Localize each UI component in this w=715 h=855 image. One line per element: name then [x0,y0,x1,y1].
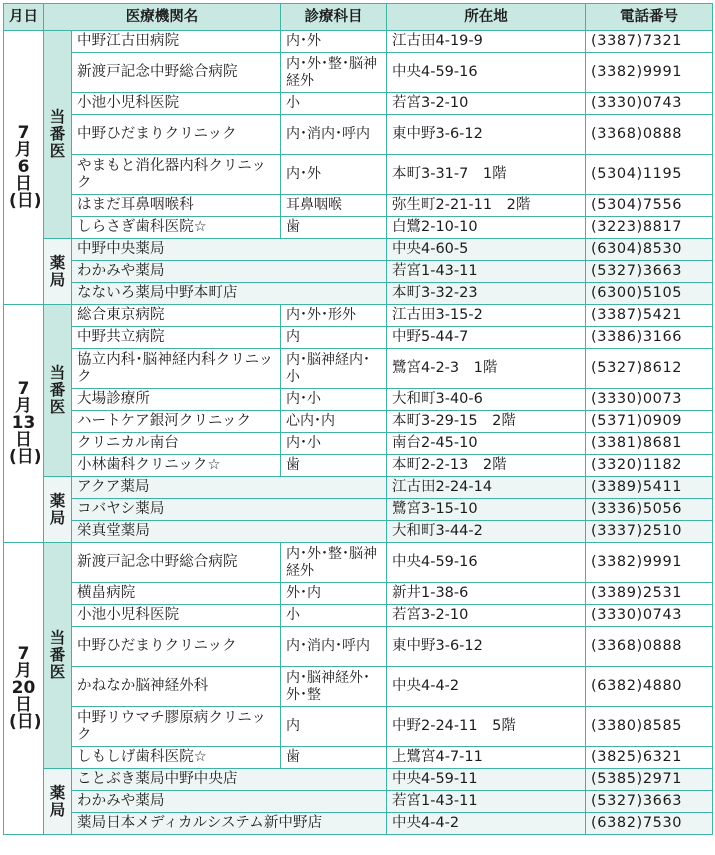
roster-body [4,31,713,835]
on-duty-label [44,305,72,477]
date-char: 日 [15,695,32,715]
clinic-dept: 内･脳神経外･外･整 [281,667,387,707]
clinic-address: 中野2-24-11 5階 [387,707,586,747]
on-duty-label-char: 番 [49,381,66,399]
clinic-address: 上鷺宮4-7-11 [387,747,586,769]
pharmacy-address: 江古田2-24-14 [387,477,586,499]
clinic-row [4,93,713,115]
clinic-dept: 内･小 [281,389,387,411]
clinic-address: 大和町3-40-6 [387,389,586,411]
pharmacy-phone: (3389)5411 [586,477,713,499]
on-duty-label-char: 当 [49,108,66,126]
clinic-name: 新渡戸記念中野総合病院 [72,543,281,583]
clinic-phone: (3380)8585 [586,707,713,747]
clinic-address: 鷺宮4-2-3 1階 [387,349,586,389]
clinic-name: 小林歯科クリニック☆ [72,455,281,477]
date-cell [4,31,44,305]
clinic-phone: (3381)8681 [586,433,713,455]
pharmacy-name: わかみや薬局 [72,261,387,283]
pharmacy-phone: (5385)2971 [586,769,713,791]
clinic-phone: (3386)3166 [586,327,713,349]
pharmacy-phone: (6300)5105 [586,283,713,305]
on-duty-label-char: 医 [49,142,66,160]
pharmacy-row [4,791,713,813]
on-duty-label [44,543,72,769]
clinic-phone: (3330)0743 [586,93,713,115]
pharmacy-label [44,239,72,305]
clinic-dept: 歯 [281,747,387,769]
clinic-phone: (3389)2531 [586,583,713,605]
clinic-address: 江古田3-15-2 [387,305,586,327]
clinic-dept: 内･外･整･脳神経外 [281,53,387,93]
clinic-dept: 内･外･形外 [281,305,387,327]
clinic-phone: (5304)7556 [586,195,713,217]
pharmacy-address: 若宮1-43-11 [387,261,586,283]
clinic-row [4,305,713,327]
pharmacy-name: 薬局日本メディカルシステム新中野店 [72,813,387,835]
clinic-row [4,327,713,349]
clinic-address: 中野5-44-7 [387,327,586,349]
clinic-dept: 内･外･整･脳神経外 [281,543,387,583]
clinic-dept: 内･消内･呼内 [281,115,387,155]
clinic-name: 中野江古田病院 [72,31,281,53]
pharmacy-phone: (6304)8530 [586,239,713,261]
clinic-name: しらさぎ歯科医院☆ [72,217,281,239]
clinic-name: 小池小児科医院 [72,605,281,627]
clinic-dept: 内･外 [281,155,387,195]
date-char: 7 [17,123,30,143]
on-duty-label-char: 当 [49,629,66,647]
date-char: 7 [17,644,30,664]
clinic-name: 中野ひだまりクリニック [72,627,281,667]
pharmacy-name: アクア薬局 [72,477,387,499]
clinic-address: 弥生町2-21-11 2階 [387,195,586,217]
clinic-name: しもしげ歯科医院☆ [72,747,281,769]
pharmacy-label-char: 局 [49,800,66,819]
duty-roster-table [3,3,713,835]
header-date: 月日 [4,4,44,31]
clinic-row [4,31,713,53]
header-name: 医療機関名 [44,4,281,31]
clinic-dept: 小 [281,93,387,115]
pharmacy-row [4,283,713,305]
clinic-phone: (3387)7321 [586,31,713,53]
clinic-phone: (3382)9991 [586,53,713,93]
clinic-address: 本町3-29-15 2階 [387,411,586,433]
clinic-name: 横畠病院 [72,583,281,605]
on-duty-label-char: 医 [49,398,66,416]
clinic-address: 東中野3-6-12 [387,627,586,667]
date-cell [4,305,44,543]
pharmacy-phone: (3336)5056 [586,499,713,521]
clinic-dept: 歯 [281,217,387,239]
clinic-phone: (5371)0909 [586,411,713,433]
clinic-name: 総合東京病院 [72,305,281,327]
clinic-row [4,707,713,747]
clinic-name: 新渡戸記念中野総合病院 [72,53,281,93]
pharmacy-address: 大和町3-44-2 [387,521,586,543]
clinic-row [4,543,713,583]
clinic-address: 中央4-59-16 [387,543,586,583]
pharmacy-label-char: 薬 [49,253,66,272]
clinic-name: ハートケア銀河クリニック [72,411,281,433]
clinic-name: 中野共立病院 [72,327,281,349]
clinic-address: 白鷺2-10-10 [387,217,586,239]
pharmacy-address: 鷺宮3-15-10 [387,499,586,521]
clinic-row [4,155,713,195]
pharmacy-name: なないろ薬局中野本町店 [72,283,387,305]
pharmacy-row [4,521,713,543]
pharmacy-phone: (5327)3663 [586,261,713,283]
pharmacy-label-char: 薬 [49,491,66,510]
clinic-name: 大場診療所 [72,389,281,411]
clinic-address: 本町2-2-13 2階 [387,455,586,477]
on-duty-label [44,31,72,239]
date-char: 日 [15,174,32,194]
pharmacy-name: 中野中央薬局 [72,239,387,261]
clinic-phone: (3330)0073 [586,389,713,411]
clinic-address: 江古田4-19-9 [387,31,586,53]
clinic-row [4,433,713,455]
pharmacy-row [4,261,713,283]
date-char: 日 [15,430,32,450]
clinic-name: 中野ひだまりクリニック [72,115,281,155]
clinic-dept: 内･脳神経内･小 [281,349,387,389]
clinic-name: はまだ耳鼻咽喉科 [72,195,281,217]
pharmacy-row [4,477,713,499]
clinic-row [4,411,713,433]
clinic-phone: (3825)6321 [586,747,713,769]
clinic-address: 若宮3-2-10 [387,605,586,627]
pharmacy-label-char: 局 [49,508,66,527]
date-char: 20 [11,678,36,698]
clinic-dept: 心内･内 [281,411,387,433]
pharmacy-label-char: 薬 [49,783,66,802]
pharmacy-address: 中央4-59-11 [387,769,586,791]
clinic-phone: (3330)0743 [586,605,713,627]
clinic-dept: 耳鼻咽喉 [281,195,387,217]
clinic-row [4,53,713,93]
clinic-row [4,667,713,707]
header-tel: 電話番号 [586,4,713,31]
date-char: 月 [15,396,32,416]
clinic-dept: 内･外 [281,31,387,53]
clinic-dept: 内･消内･呼内 [281,627,387,667]
clinic-dept: 内 [281,327,387,349]
date-char: 月 [15,140,32,160]
clinic-phone: (3320)1182 [586,455,713,477]
clinic-name: やまもと消化器内科クリニック [72,155,281,195]
pharmacy-name: 栄真堂薬局 [72,521,387,543]
pharmacy-address: 中央4-4-2 [387,813,586,835]
pharmacy-phone: (6382)7530 [586,813,713,835]
pharmacy-phone: (5327)3663 [586,791,713,813]
clinic-row [4,455,713,477]
pharmacy-name: ことぶき薬局中野中央店 [72,769,387,791]
date-char: (日) [9,447,42,467]
pharmacy-name: コバヤシ薬局 [72,499,387,521]
clinic-name: 中野リウマチ膠原病クリニック [72,707,281,747]
clinic-address: 新井1-38-6 [387,583,586,605]
date-char: 7 [17,379,30,399]
clinic-name: かねなか脳神経外科 [72,667,281,707]
clinic-address: 南台2-45-10 [387,433,586,455]
clinic-name: 協立内科･脳神経内科クリニック [72,349,281,389]
clinic-phone: (6382)4880 [586,667,713,707]
clinic-dept: 歯 [281,455,387,477]
clinic-dept: 内 [281,707,387,747]
clinic-name: クリニカル南台 [72,433,281,455]
pharmacy-label [44,769,72,835]
date-char: 13 [11,413,36,433]
clinic-dept: 内･小 [281,433,387,455]
on-duty-label-char: 番 [49,125,66,143]
clinic-row [4,389,713,411]
clinic-row [4,349,713,389]
clinic-phone: (3223)8817 [586,217,713,239]
pharmacy-phone: (3337)2510 [586,521,713,543]
clinic-address: 中央4-4-2 [387,667,586,707]
date-char: 6 [17,157,30,177]
header-addr: 所在地 [387,4,586,31]
clinic-dept: 小 [281,605,387,627]
header-dept: 診療科目 [281,4,387,31]
clinic-address: 本町3-31-7 1階 [387,155,586,195]
header-row [4,4,713,31]
clinic-phone: (3368)0888 [586,115,713,155]
clinic-dept: 外･内 [281,583,387,605]
clinic-address: 若宮3-2-10 [387,93,586,115]
pharmacy-address: 中央4-60-5 [387,239,586,261]
clinic-row [4,747,713,769]
clinic-phone: (3387)5421 [586,305,713,327]
pharmacy-row [4,769,713,791]
clinic-row [4,115,713,155]
on-duty-label-char: 医 [49,663,66,681]
on-duty-label-char: 番 [49,646,66,664]
date-char: 月 [15,661,32,681]
clinic-address: 中央4-59-16 [387,53,586,93]
clinic-phone: (3382)9991 [586,543,713,583]
clinic-row [4,605,713,627]
clinic-row [4,217,713,239]
date-cell [4,543,44,835]
pharmacy-address: 若宮1-43-11 [387,791,586,813]
clinic-phone: (3368)0888 [586,627,713,667]
clinic-phone: (5327)8612 [586,349,713,389]
pharmacy-address: 本町3-32-23 [387,283,586,305]
clinic-row [4,583,713,605]
on-duty-label-char: 当 [49,364,66,382]
clinic-address: 東中野3-6-12 [387,115,586,155]
clinic-phone: (5304)1195 [586,155,713,195]
clinic-row [4,195,713,217]
clinic-name: 小池小児科医院 [72,93,281,115]
pharmacy-row [4,239,713,261]
pharmacy-label [44,477,72,543]
date-char: (日) [9,712,42,732]
pharmacy-name: わかみや薬局 [72,791,387,813]
date-char: (日) [9,191,42,211]
pharmacy-row [4,813,713,835]
pharmacy-label-char: 局 [49,270,66,289]
pharmacy-row [4,499,713,521]
clinic-row [4,627,713,667]
